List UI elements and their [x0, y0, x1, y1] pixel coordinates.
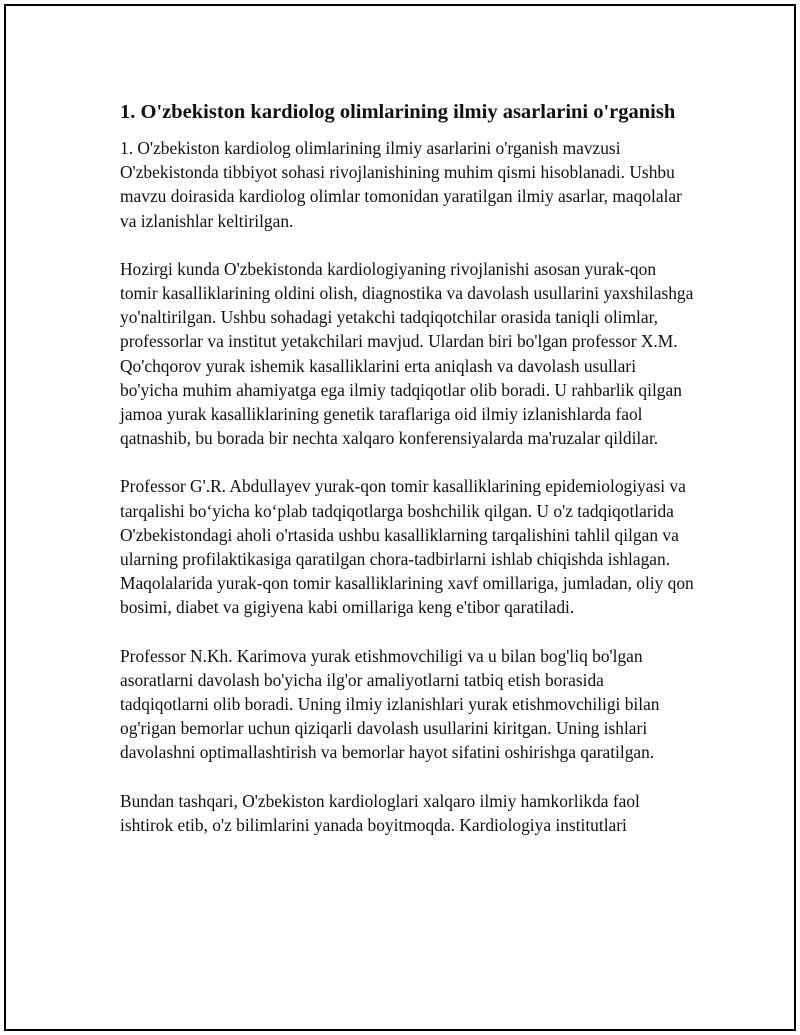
- document-page: [4, 4, 796, 1031]
- paragraph-2: Hozirgi kunda O'zbekistonda kardiologiyaning rivojlanishi asosan yurak-qon tomir kasalliklarining oldini olish, diagnostika va davolash usullarini yaxshilashga yo'naltirilgan. Ushbu sohadagi yetakchi tadqiqotchilar orasida taniqli olimlar, professorlar va institut yetakchilari mavjud. Ulardan biri bo'lgan professor X.M. Qo'chqorov yurak ishemik kasalliklarini erta aniqlash va davolash usullari bo'yicha muhim ahamiyatga ega ilmiy tadqiqotlar olib boradi. U rahbarlik qilgan jamoa yurak kasalliklarining genetik taraflariga oid ilmiy izlanishlarda faol qatnashib, bu borada bir nechta xalqaro konferensiyalarda ma'ruzalar qildilar.: [120, 258, 694, 449]
- paragraph-5: Bundan tashqari, O'zbekiston kardiologlari xalqaro ilmiy hamkorlikda faol ishtirok etib, o'z bilimlarini yanada boyitmoqda. Kardiologiya institutlari: [120, 790, 640, 835]
- paragraph-3: Professor G'.R. Abdullayev yurak-qon tomir kasalliklarining epidemiologiyasi va tarqalishi bo‘yicha ko‘plab tadqiqotlarga boshchilik qilgan. U o'z tadqiqotlarida O'zbekistondagi aholi o'rtasida ushbu kasalliklarning tarqalishini tahlil qilgan va ularning profilaktikasiga qaratilgan chora-tadbirlarni ishlab chiqishda ishlagan. Maqolalarida yurak-qon tomir kasalliklarining xavf omillariga, jumladan, oliy qon bosimi, diabet va gigiyena kabi omillariga keng e'tibor qaratiladi.: [120, 476, 694, 618]
- paragraph-4: Professor N.Kh. Karimova yurak etishmovchiligi va u bilan bog'liq bo'lgan asoratlarni davolash bo'yicha ilg'or amaliyotlarni tatbiq etish borasida tadqiqotlarni olib boradi. Uning ilmiy izlanishlari yurak etishmovchiligi bilan og'rigan bemorlar uchun qiziqarli davolash usullarini kiritgan. Uning ishlari davolashni optimallashtirish va bemorlar hayot sifatini oshirishga qaratilgan.: [120, 645, 660, 763]
- paragraph-1: 1. O'zbekiston kardiolog olimlarining ilmiy asarlarini o'rganish mavzusi O'zbekistonda tibbiyot sohasi rivojlanishining muhim qismi hisoblanadi. Ushbu mavzu doirasida kardiolog olimlar tomonidan yaratilgan ilmiy asarlar, maqolalar va izlanishlar keltirilgan.: [120, 138, 682, 231]
- document-title: 1. O'zbekiston kardiolog olimlarining ilmiy asarlarini o'rganish: [120, 101, 676, 123]
- document-content: [120, 98, 696, 861]
